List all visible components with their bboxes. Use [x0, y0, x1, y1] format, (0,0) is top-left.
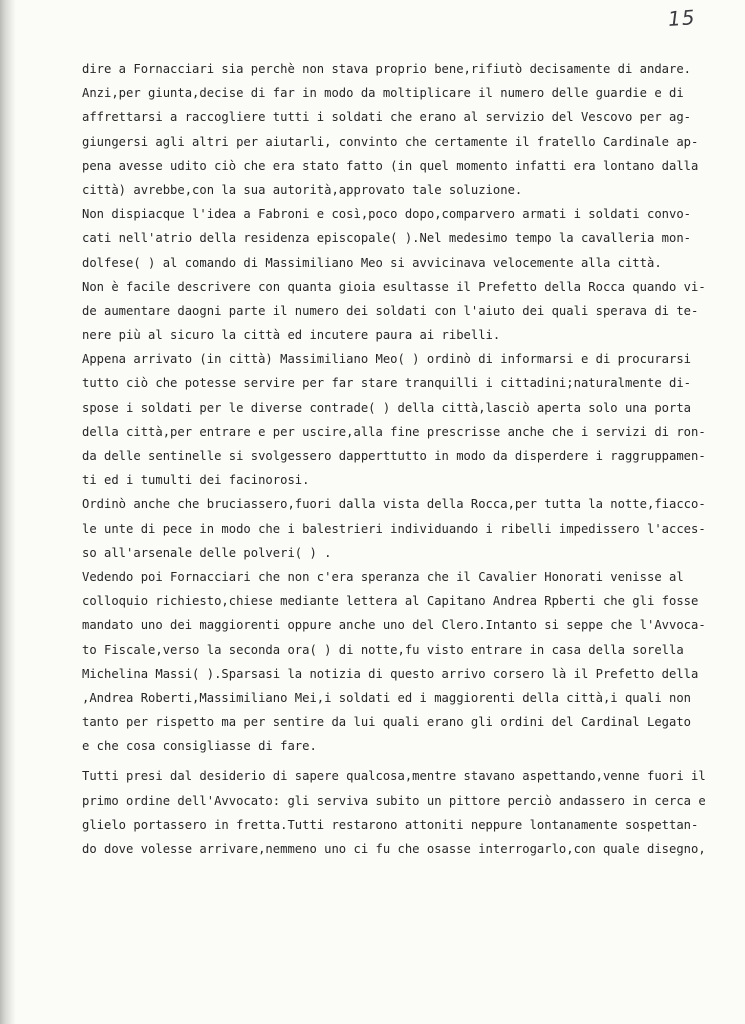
text-line: della città,per entrare e per uscire,alla fine prescrisse anche che i servizi di ron- — [82, 424, 706, 439]
text-line: glielo portassero in fretta.Tutti restarono attoniti neppure lontanamente sospettan- — [82, 817, 699, 832]
text-line: ,Andrea Roberti,Massimiliano Mei,i soldati ed i maggiorenti della città,i quali non — [82, 690, 692, 705]
page-edge-shadow — [0, 0, 16, 1024]
text-line: nere più al sicuro la città ed incutere paura ai ribelli. — [82, 328, 501, 343]
text-line: cati nell'atrio della residenza episcopale( ).Nel medesimo tempo la cavalleria mon- — [82, 231, 692, 246]
text-line: affrettarsi a raccogliere tutti i soldati che erano al servizio del Vescovo per ag- — [82, 110, 692, 125]
text-line: Non dispiacque l'idea a Fabroni e così,poco dopo,comparvero armati i soldati convo- — [82, 207, 692, 222]
page-number: 15 — [667, 5, 697, 31]
text-line: da delle sentinelle si svolgessero dapperttutto in modo da disperdere i raggruppamen- — [82, 449, 706, 463]
text-line: Tutti presi dal desiderio di sapere qualcosa,mentre stavano aspettando,venne fuori il — [82, 769, 706, 784]
text-line: le unte di pece in modo che i balestrieri individuando i ribelli impedissero l'acces- — [82, 521, 706, 536]
text-line: mandato uno dei maggiorenti oppure anche uno del Clero.Intanto si seppe che l'Avvoca- — [82, 618, 706, 633]
text-line: Michelina Massi( ).Sparsasi la notizia di questo arrivo corsero là il Prefetto della — [82, 666, 699, 681]
text-line: Anzi,per giunta,decise di far in modo da moltiplicare il numero delle guardie e di — [82, 86, 684, 101]
text-line: dolfese( ) al comando di Massimiliano Meo si avvicinava velocemente alla città. — [82, 255, 662, 270]
text-line: giungersi agli altri per aiutarli, convinto che certamente il fratello Cardinale ap- — [82, 134, 699, 149]
text-line: colloquio richiesto,chiese mediante lettera al Capitano Andrea Rpberti che gli fosse — [82, 594, 699, 609]
text-line: e che cosa consigliasse di fare. — [82, 739, 317, 754]
text-line: to Fiscale,verso la seconda ora( ) di notte,fu visto entrare in casa della sorella — [82, 642, 684, 657]
text-line: primo ordine dell'Avvocato: gli serviva subito un pittore perciò andassero in cerca e — [82, 793, 706, 808]
text-line: do dove volesse arrivare,nemmeno uno ci fu che osasse interrogarlo,con quale disegno, — [82, 842, 706, 856]
text-line: spose i soldati per le diverse contrade( ) della città,lasciò aperta solo una porta — [82, 400, 692, 415]
text-line: città) avrebbe,con la sua autorità,approvato tale soluzione. — [82, 182, 523, 197]
body-text — [82, 57, 706, 861]
text-line: Appena arrivato (in città) Massimiliano Meo( ) ordinò di informarsi e di procurarsi — [82, 352, 692, 367]
text-line: tanto per rispetto ma per sentire da lui quali erano gli ordini del Cardinal Legato — [82, 715, 692, 730]
text-line: Vedendo poi Fornacciari che non c'era speranza che il Cavalier Honorati venisse al — [82, 569, 684, 584]
text-line: ti ed i tumulti dei facinorosi. — [82, 473, 310, 488]
text-line: Ordinò anche che bruciassero,fuori dalla vista della Rocca,per tutta la notte,fiacco- — [82, 497, 706, 512]
text-line: dire a Fornacciari sia perchè non stava proprio bene,rifiutò decisamente di andare. — [82, 62, 692, 76]
text-line: tutto ciò che potesse servire per far stare tranquilli i cittadini;naturalmente di- — [82, 376, 692, 391]
text-line: Non è facile descrivere con quanta gioia esultasse il Prefetto della Rocca quando vi- — [82, 279, 706, 294]
text-line: de aumentare daogni parte il numero dei soldati con l'aiuto dei quali sperava di te- — [82, 303, 699, 318]
text-line: so all'arsenale delle polveri( ) . — [82, 545, 332, 560]
text-line: pena avesse udito ciò che era stato fatto (in quel momento infatti era lontano dalla — [82, 158, 699, 173]
